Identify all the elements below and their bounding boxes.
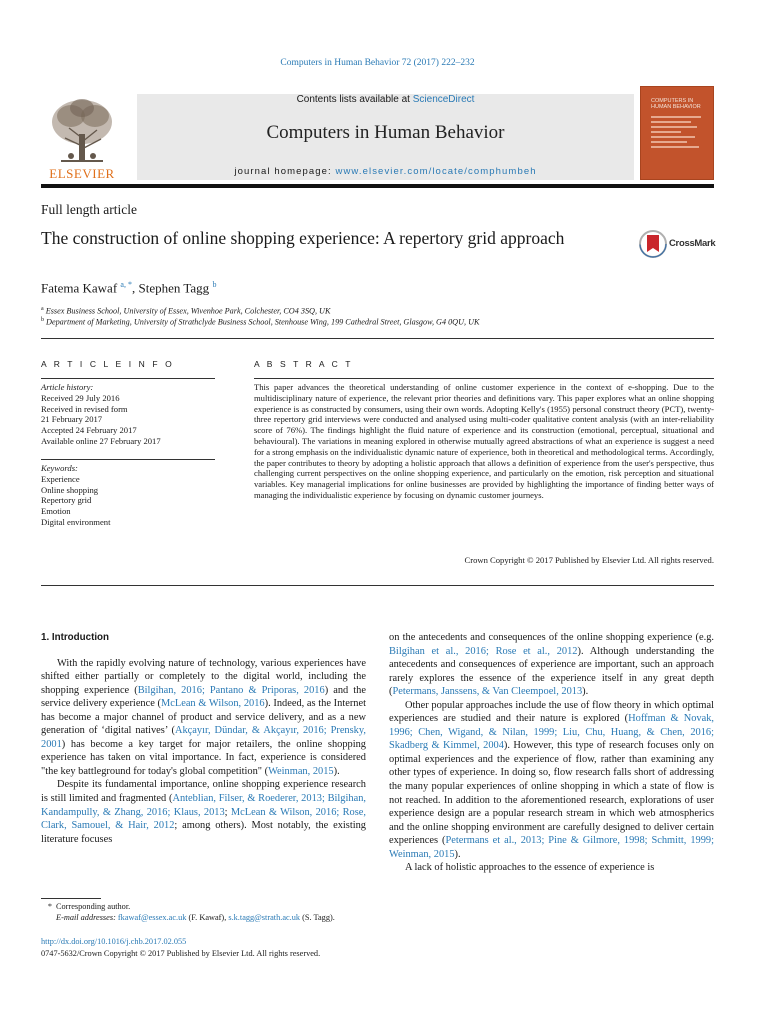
reference-link[interactable]: McLean & Wilson, 2016 (161, 698, 265, 710)
body-paragraph: Despite its fundamental importance, online shopping experience research is still limited and fragmented (Anteblian, Filser, & Roederer, 2013; Bilgihan, Kandampully, & Zhang, 2016; Klaus, 2013; McLean & Wilson, 2016; Rose, Clark, Samouel, & Hair, 2012; among others). Most notably, the existing literature focuses (41, 779, 366, 845)
body-paragraph: on the antecedents and consequences of the online shopping experience (e.g. Bilgihan et al., 2016; Rose et al., 2012). Although understanding the antecedents and consequences of experience are important, such an approach rarely explores the essence of the experience itself in any great depth (Petermans, Janssens, & Van Cleempoel, 2013). (389, 632, 715, 698)
body-column-left (41, 631, 366, 846)
elsevier-logo (41, 94, 123, 182)
body-paragraph: Other popular approaches include the use of flow theory in which optimal experiences are studied and their nature is explored (Hoffman & Novak, 1996; Chen, Wigand, & Nilan, 1999; Liu, Chu, Huang, & Chen, 2016; Skadberg & Kimmel, 2004). However, this type of research focuses only on optimal experiences and the experience of flow, rather than examining any other types of experience. In doing so, flow research falls short of addressing the many popular experiences of online shopping in which a state of flow is not reached. In addition to the aforementioned research, explorations of user experience design are a popular research stream in which web atmospherics and the online shopping environment are carefully designed to deliver certain experiences (Petermans et al., 2013; Pine & Gilmore, 1998; Schmitt, 1999; Weinman, 2015). (389, 699, 715, 860)
header-rule (41, 184, 714, 188)
reference-link[interactable]: Petermans, Janssens, & Van Cleempoel, 2013 (392, 686, 583, 698)
corresponding-author-note: Corresponding author. (56, 902, 131, 911)
author-affiliation-mark[interactable]: b (212, 280, 217, 289)
contents-prefix: Contents lists available at (296, 94, 413, 105)
keyword: Online shopping (41, 484, 99, 495)
section-heading-introduction: 1. Introduction (41, 632, 110, 643)
contents-line (137, 94, 634, 105)
article-title: The construction of online shopping experience: A repertory grid approach (41, 228, 565, 248)
issn-copyright: 0747-5632/Crown Copyright © 2017 Published by Elsevier Ltd. All rights reserved. (41, 949, 321, 958)
body-paragraph: A lack of holistic approaches to the essence of experience is (405, 862, 655, 874)
article-info-heading: A R T I C L E I N F O (41, 359, 175, 369)
reference-link[interactable]: Bilgihan, 2016; Pantano & Priporas, 2016 (137, 684, 325, 696)
elsevier-tree-icon (41, 94, 123, 182)
abstract-rule (254, 378, 714, 379)
article-info-rule (41, 378, 215, 379)
elsevier-wordmark: ELSEVIER (49, 166, 115, 181)
history-item: Received 29 July 2016 (41, 392, 120, 403)
journal-homepage-line (137, 166, 634, 177)
history-label: Article history: (41, 382, 94, 392)
section-rule (41, 338, 714, 339)
crossmark-icon (638, 229, 668, 259)
reference-link[interactable]: Petermans et al., 2013; Pine & Gilmore, 1998; Schmitt, 1999; Weinman, 2015 (389, 835, 714, 860)
journal-citation[interactable]: Computers in Human Behavior 72 (2017) 222–232 (280, 58, 475, 68)
sciencedirect-link[interactable]: ScienceDirect (412, 94, 475, 105)
keywords-rule (41, 459, 215, 460)
cover-title: COMPUTERS IN HUMAN BEHAVIOR (651, 98, 701, 110)
reference-link[interactable]: Akçayır, Dündar, & Akçayır, 2016; Prensky, 2001 (41, 725, 366, 750)
affiliation-mark: a (41, 306, 44, 312)
article-history (41, 382, 161, 447)
keyword: Emotion (41, 506, 71, 517)
footnote (41, 902, 366, 924)
email-owner: (S. Tagg). (300, 912, 335, 922)
article-type: Full length article (41, 202, 137, 217)
section-rule (41, 585, 714, 586)
history-item: Available online 27 February 2017 (41, 435, 161, 446)
body-column-right (389, 631, 714, 875)
affiliation-a (41, 306, 330, 316)
reference-link[interactable]: Hoffman & Novak, 1996; Chen, Wigand, & Nilan, 1999; Liu, Chu, Huang, & Chen, 2016; Skadberg & Kimmel, 2004 (389, 713, 715, 752)
email-owner: (F. Kawaf), (186, 912, 229, 922)
doi-link[interactable]: http://dx.doi.org/10.1016/j.chb.2017.02.055 (41, 937, 187, 946)
footnote-marker: * (47, 902, 52, 911)
author-name[interactable]: Stephen Tagg (138, 280, 210, 296)
keyword: Experience (41, 473, 80, 484)
abstract-copyright: Crown Copyright © 2017 Published by Elsevier Ltd. All rights reserved. (464, 555, 714, 565)
cover-decoration (651, 116, 709, 151)
email-link-tagg[interactable]: s.k.tagg@strath.ac.uk (228, 912, 301, 922)
keyword: Digital environment (41, 516, 111, 527)
reference-link[interactable]: Bilgihan et al., 2016; Rose et al., 2012 (389, 645, 578, 657)
history-item: 21 February 2017 (41, 414, 103, 425)
journal-name: Computers in Human Behavior (266, 122, 505, 143)
footnote-rule (41, 898, 101, 899)
author-list (41, 280, 216, 296)
reference-link[interactable]: McLean & Wilson, 2016; Rose, Clark, Samouel, & Hair, 2012 (41, 806, 366, 832)
affiliation-text: Essex Business School, University of Essex, Wivenhoe Park, Colchester, CO4 3SQ, UK (45, 306, 331, 316)
keywords-list (41, 463, 110, 528)
crossmark-label[interactable]: CrossMark (669, 238, 716, 249)
affiliation-b (41, 317, 479, 327)
author-name[interactable]: Fatema Kawaf (41, 280, 118, 296)
reference-link[interactable]: Weinman, 2015 (268, 765, 334, 777)
history-item: Accepted 24 February 2017 (41, 425, 137, 436)
affiliation-mark: b (41, 317, 44, 323)
homepage-prefix: journal homepage: (234, 166, 336, 177)
abstract-heading: A B S T R A C T (254, 359, 354, 369)
email-link-kawaf[interactable]: fkawaf@essex.ac.uk (117, 912, 187, 922)
history-item: Received in revised form (41, 403, 128, 414)
author-separator: , (131, 280, 139, 296)
body-paragraph: With the rapidly evolving nature of technology, various experiences have shifted either partially or completely to the digital world, including the shopping experience (Bilgihan, 2016; Pantano & Priporas, 2016) and the service delivery experience (McLean & Wilson, 2016). Indeed, as the Internet has become a major channel of product and service delivery, and as a new generation of ‘digital natives’ (Akçayır, Dündar, & Akçayır, 2016; Prensky, 2001) has become a key target for major retailers, the online shopping experience has taken on vital importance. In fact, experience is considered "the key battleground for today's global competition" (Weinman, 2015). (41, 657, 366, 777)
affiliation-text: Department of Marketing, University of Strathclyde Business School, Stenhouse Wing, 199 Cathedral Street, Glasgow, G4 0QU, UK (46, 317, 480, 327)
email-label: E-mail addresses: (56, 912, 116, 922)
reference-link[interactable]: Anteblian, Filser, & Roederer, 2013; Bilgihan, Kandampully, & Zhang, 2016; Klaus, 2013 (41, 793, 366, 818)
keyword: Repertory grid (41, 495, 92, 506)
abstract-text: This paper advances the theoretical understanding of online customer experience in the context of e-shopping. Due to the multidisciplinary nature of experience, the relevant prior theories and definitions vary. This paper explores what an online shopping experience is as constructed by consumers, using their own words. Adopting Kelly's (1955) personal construct theory (PCT), twenty-three repertory grid interviews were conducted and analysed using multi-coder qualitative content analysis (with an inter-reliability score of 76%). The findings highlight the fluid nature of experience and its construction (emotional, perceptual, situational and behavioural). The variations in meaning explored in otherwise mutually agreed abstractions of what an experience is suggest a need for a strong emphasis on the individualistic dynamic nature of experience, both in theoretical and methodological terms. Accordingly, the paper contributes to theory by adopting a holistic approach that allows a definition of experience from the user's perspective, thus challenging current perspectives on the online shopping experience, and particularly on the emotion, risk perception and situational variables. Key managerial implications for online businesses are provided by highlighting the importance of finding better ways of managing the individualistic experience by focusing on dynamic customer journeys. (254, 382, 714, 500)
author-affiliation-mark[interactable]: a, * (120, 280, 132, 289)
keywords-label: Keywords: (41, 463, 78, 473)
journal-homepage-link[interactable]: www.elsevier.com/locate/comphumbeh (335, 166, 537, 177)
